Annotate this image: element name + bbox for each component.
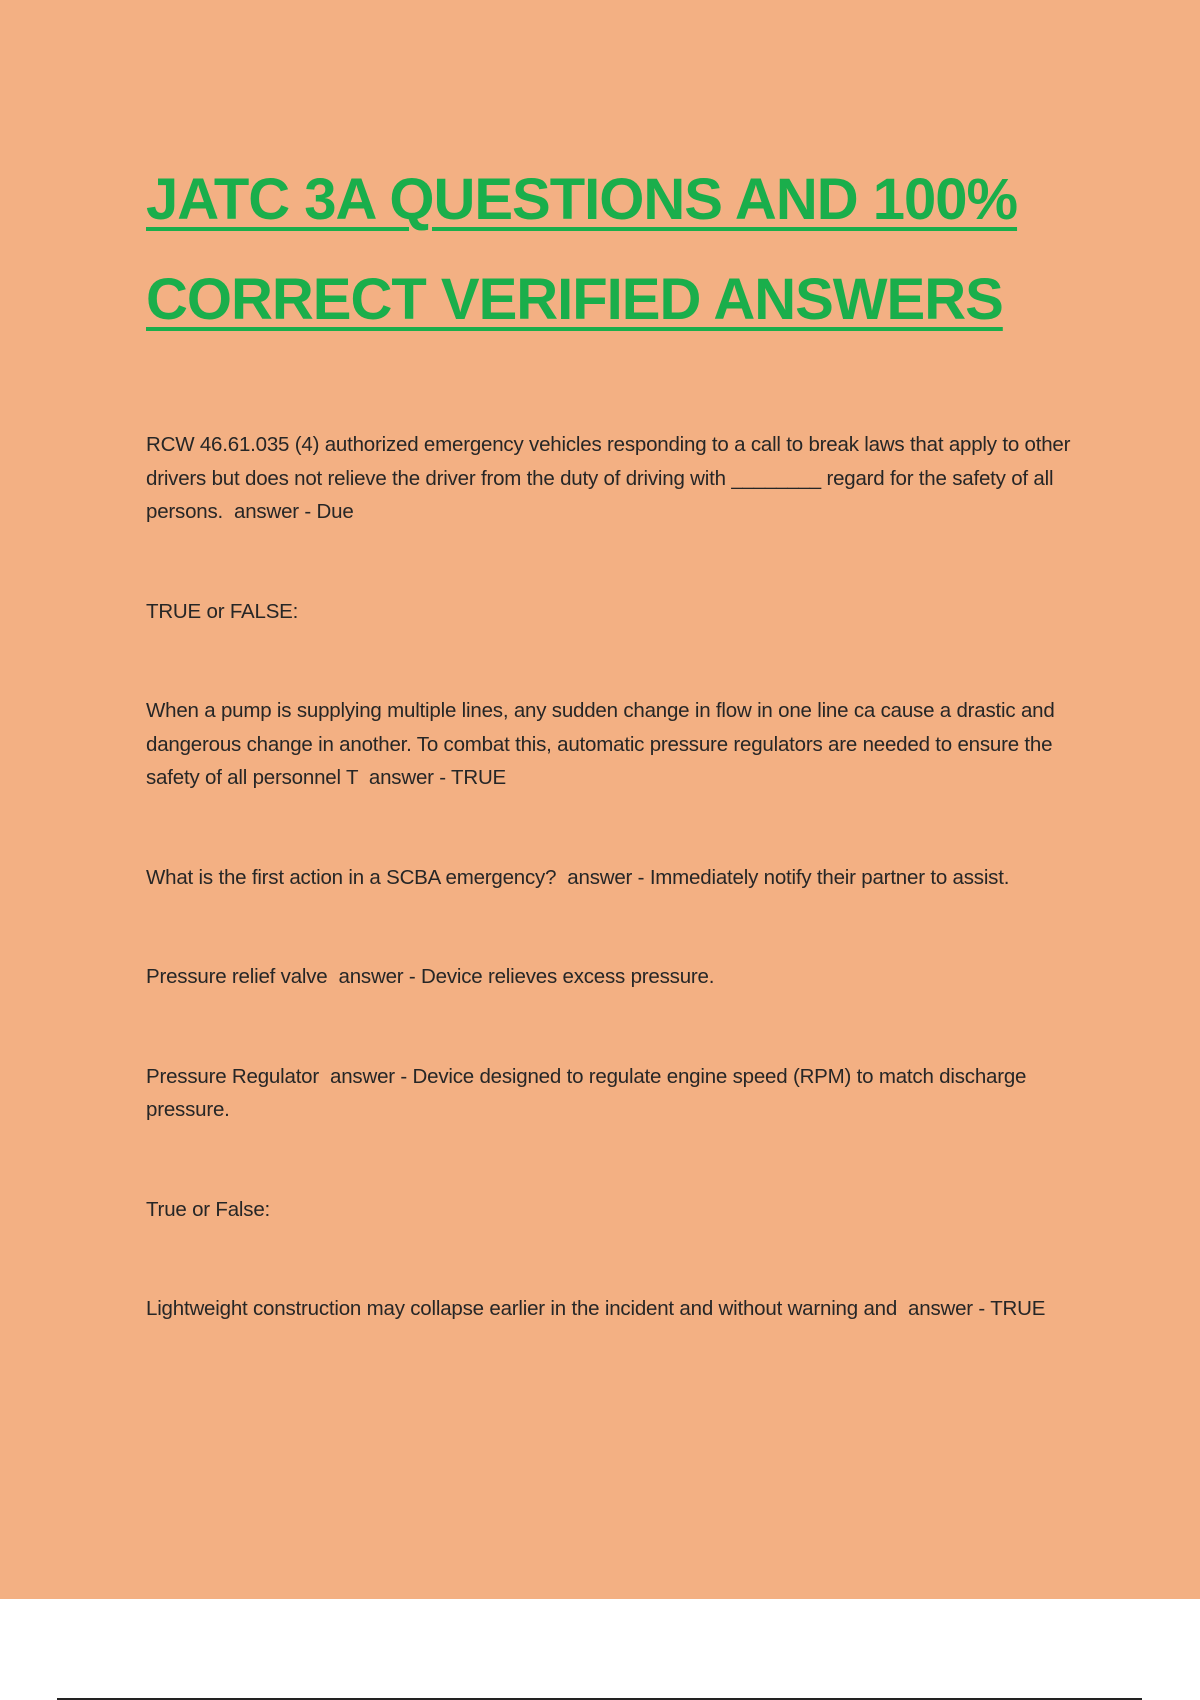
qa-item (146, 960, 1086, 994)
document-title (146, 150, 1086, 350)
question-text: Pressure Regulator (146, 1064, 320, 1088)
answer-text: TRUE (451, 766, 507, 789)
answer-separator: answer - (327, 965, 422, 988)
answer-text: Device relieves excess pressure. (421, 965, 715, 988)
answer-text: Immediately notify their partner to assist. (649, 865, 1010, 889)
answer-separator: answer - (357, 766, 452, 789)
answer-separator: answer - (319, 1064, 413, 1088)
question-text: True or False: (146, 1197, 271, 1221)
answer-text: Device designed to regulate engine speed (RPM) to match discharge pressure. (146, 1064, 1032, 1121)
question-text: When a pump is supplying multiple lines, any sudden change in flow in one line ca cause a drastic and dangerous change in another. To combat this, automatic pressure regulators are needed to ensure the safety of all personnel T (146, 699, 1061, 789)
qa-list (146, 428, 1086, 1326)
qa-item (146, 694, 1086, 795)
question-text: Pressure relief valve (146, 965, 328, 988)
answer-separator: answer - (223, 500, 317, 523)
question-text: RCW 46.61.035 (4) authorized emergency vehicles responding to a call to break laws that apply to other drivers but does not relieve the driver from the duty of driving with ________ regard for the safety of all persons. (146, 433, 1076, 523)
question-text: TRUE or FALSE: (146, 599, 299, 623)
qa-item (146, 1060, 1086, 1127)
question-text: Lightweight construction may collapse earlier in the incident and without warning and (146, 1297, 898, 1320)
qa-item (146, 428, 1086, 529)
answer-separator: answer - (897, 1297, 991, 1320)
qa-item (146, 595, 1086, 629)
answer-text: TRUE (990, 1297, 1046, 1320)
title-line-2: CORRECT VERIFIED ANSWERS (146, 267, 1003, 332)
question-text: What is the first action in a SCBA emergency? (146, 865, 557, 889)
answer-text: Due (316, 500, 354, 523)
qa-item (146, 861, 1086, 895)
title-line-1: JATC 3A QUESTIONS AND 100% (146, 167, 1018, 232)
qa-item (146, 1292, 1086, 1326)
answer-separator: answer - (556, 865, 650, 889)
qa-item (146, 1193, 1086, 1227)
document-content (146, 150, 1086, 1392)
